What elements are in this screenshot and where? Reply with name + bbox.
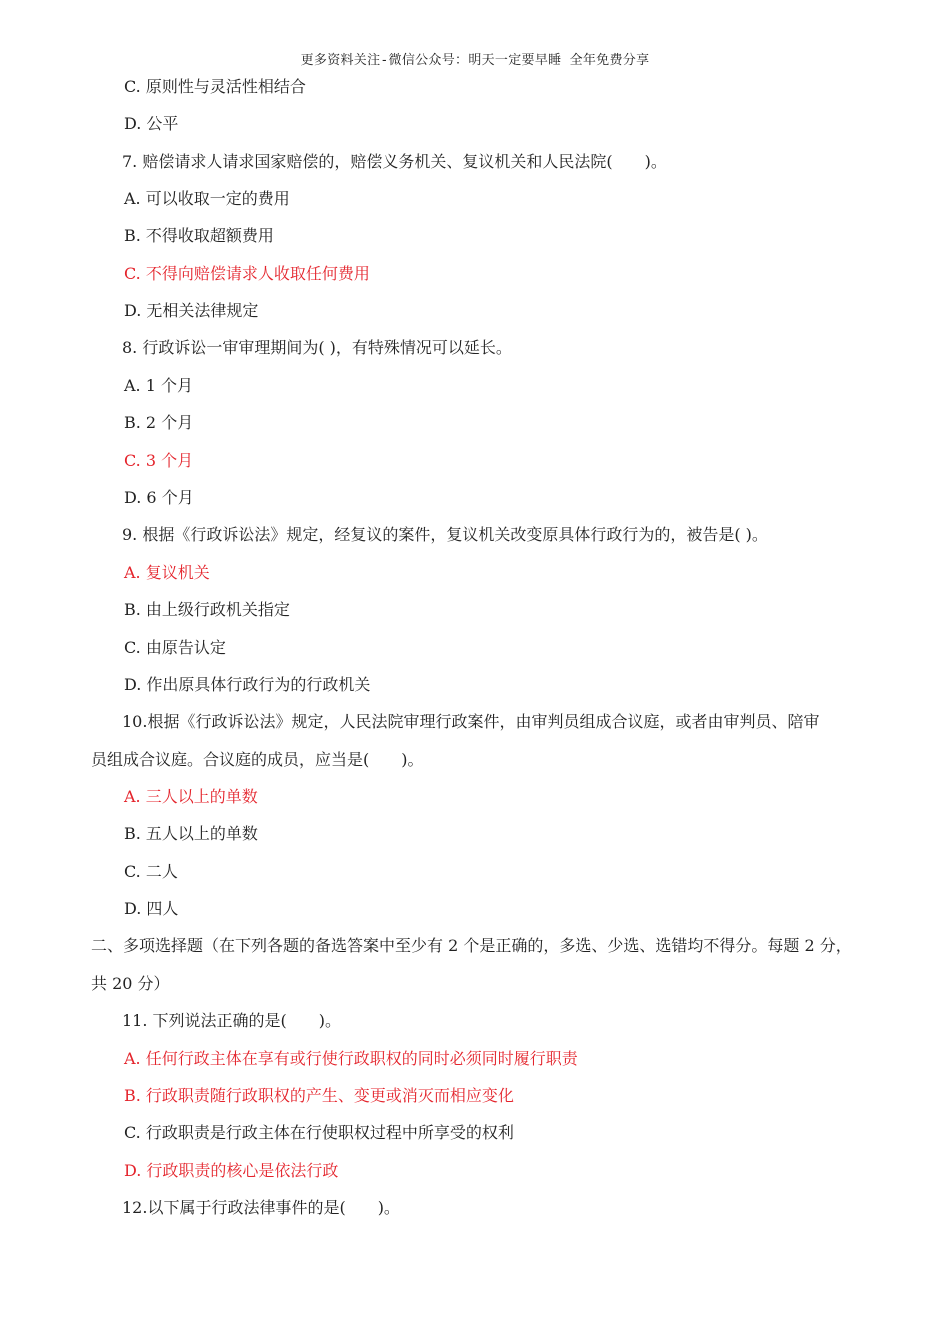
option-10b: B. 五人以上的单数 xyxy=(124,824,258,843)
option-10a-answer: A. 三人以上的单数 xyxy=(124,787,258,806)
option-8d: D. 6 个月 xyxy=(124,488,194,507)
question-9: 9. 根据《行政诉讼法》规定，经复议的案件，复议机关改变原具体行政行为的，被告是( )。 xyxy=(122,525,768,544)
question-12: 12.以下属于行政法律事件的是( )。 xyxy=(122,1198,400,1217)
option-8c-answer: C. 3 个月 xyxy=(124,451,194,470)
option-7a: A. 可以收取一定的费用 xyxy=(124,189,290,208)
question-11: 11. 下列说法正确的是( )。 xyxy=(122,1011,342,1030)
option-9b: B. 由上级行政机关指定 xyxy=(124,600,290,619)
option-11d-answer: D. 行政职责的核心是依法行政 xyxy=(124,1161,339,1180)
option-9d: D. 作出原具体行政行为的行政机关 xyxy=(124,675,371,694)
option-7b: B. 不得收取超额费用 xyxy=(124,226,274,245)
option-11b-answer: B. 行政职责随行政职权的产生、变更或消灭而相应变化 xyxy=(124,1086,514,1105)
question-8: 8. 行政诉讼一审审理期间为( )，有特殊情况可以延长。 xyxy=(122,338,512,357)
option-9a-answer: A. 复议机关 xyxy=(124,563,210,582)
option-11c: C. 行政职责是行政主体在行使职权过程中所享受的权利 xyxy=(124,1123,514,1142)
question-7: 7. 赔偿请求人请求国家赔偿的，赔偿义务机关、复议机关和人民法院( )。 xyxy=(122,152,667,171)
option-9c: C. 由原告认定 xyxy=(124,638,226,657)
option-8a: A. 1 个月 xyxy=(124,376,193,395)
option-7c-answer: C. 不得向赔偿请求人收取任何费用 xyxy=(124,264,370,283)
option-6c: C. 原则性与灵活性相结合 xyxy=(124,77,306,96)
option-8b: B. 2 个月 xyxy=(124,413,194,432)
page-header: 更多资料关注-微信公众号：明天一定要早睡 全年免费分享 xyxy=(300,53,650,68)
question-10-continued: 员组成合议庭。合议庭的成员，应当是( )。 xyxy=(91,750,424,769)
option-7d: D. 无相关法律规定 xyxy=(124,301,259,320)
option-6d: D. 公平 xyxy=(124,114,179,133)
section-heading-multiple-choice: 二、多项选择题（在下列各题的备选答案中至少有 2 个是正确的，多选、少选、选错均不得分。每题 2 分， xyxy=(91,936,852,955)
question-10: 10.根据《行政诉讼法》规定，人民法院审理行政案件，由审判员组成合议庭，或者由审判员、陪审 xyxy=(122,712,820,731)
option-10d: D. 四人 xyxy=(124,899,179,918)
option-10c: C. 二人 xyxy=(124,862,178,881)
section-heading-continued: 共 20 分） xyxy=(91,974,170,993)
option-11a-answer: A. 任何行政主体在享有或行使行政职权的同时必须同时履行职责 xyxy=(124,1049,578,1068)
